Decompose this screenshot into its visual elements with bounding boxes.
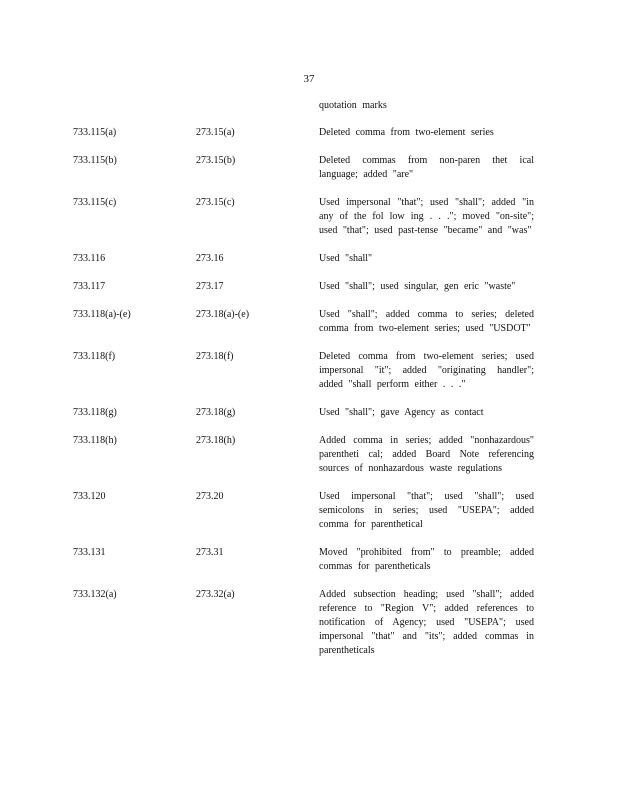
table-row <box>73 434 548 476</box>
revision-note: Used "shall"; added comma to series; deleted comma from two-element series; used "USDOT" <box>319 309 534 334</box>
revision-note: Deleted commas from non-paren thet ical language; added "are" <box>319 155 534 180</box>
revision-note: Used "shall"; used singular, gen eric "waste" <box>319 281 516 292</box>
illinois-section: 733.118(f) <box>73 351 116 362</box>
table-row <box>73 154 548 182</box>
revision-note: Added subsection heading; used "shall"; added reference to "Region V"; added references to notification of Agency; used "USEPA"; used impersonal "that" and "its"; added commas in parentheticals <box>319 589 534 656</box>
table-row <box>73 406 548 420</box>
federal-section: 273.31 <box>196 547 224 558</box>
federal-section: 273.18(g) <box>196 407 236 418</box>
revision-note: Added comma in series; added "nonhazardous" parentheti cal; added Board Note referencing sources of nonhazardous waste regulations <box>319 435 534 474</box>
revision-note: Used impersonal "that"; used "shall"; used semicolons in series; used "USEPA"; added comma for parenthetical <box>319 491 534 530</box>
table-row <box>73 252 548 266</box>
table-row <box>73 126 548 140</box>
federal-section: 273.18(f) <box>196 351 234 362</box>
federal-section: 273.18(a)-(e) <box>196 309 250 320</box>
table-row <box>73 546 548 574</box>
federal-section: 273.20 <box>196 491 224 502</box>
table-row <box>73 350 548 392</box>
federal-section: 273.17 <box>196 281 224 292</box>
revision-note: Deleted comma from two-element series <box>319 127 494 138</box>
illinois-section: 733.115(a) <box>73 127 117 138</box>
table-row <box>73 280 548 294</box>
table-row <box>73 588 548 658</box>
federal-section: 273.16 <box>196 253 224 264</box>
federal-section: 273.15(b) <box>196 155 236 166</box>
revision-note: Deleted comma from two-element series; used impersonal "it"; added "originating handler"; added "shall perform either . . ." <box>319 351 534 390</box>
illinois-section: 733.131 <box>73 547 106 558</box>
federal-section: 273.15(c) <box>196 197 235 208</box>
page-number: 37 <box>303 73 315 85</box>
illinois-section: 733.116 <box>73 253 106 264</box>
revision-note: Moved "prohibited from" to preamble; added commas for parentheticals <box>319 547 534 572</box>
federal-section: 273.18(h) <box>196 435 236 446</box>
illinois-section: 733.118(h) <box>73 435 117 446</box>
illinois-section: 733.117 <box>73 281 106 292</box>
table-row <box>73 490 548 532</box>
federal-section: 273.15(a) <box>196 127 235 138</box>
revision-note: Used "shall"; gave Agency as contact <box>319 407 484 418</box>
illinois-section: 733.118(a)-(e) <box>73 309 131 320</box>
illinois-section: 733.118(g) <box>73 407 117 418</box>
revision-note: Used impersonal "that"; used "shall"; added "in any of the fol low ing . . ."; moved "on-site"; used "that"; used past-tense "became" and "was" <box>319 197 534 236</box>
federal-section: 273.32(a) <box>196 589 235 600</box>
illinois-section: 733.120 <box>73 491 106 502</box>
illinois-section: 733.115(c) <box>73 197 117 208</box>
derivation-table <box>73 126 548 658</box>
illinois-section: 733.115(b) <box>73 155 117 166</box>
table-row <box>73 196 548 238</box>
illinois-section: 733.132(a) <box>73 589 117 600</box>
revision-note: Used "shall" <box>319 253 373 264</box>
continued-note: quotation marks <box>319 100 387 111</box>
table-row <box>73 308 548 336</box>
